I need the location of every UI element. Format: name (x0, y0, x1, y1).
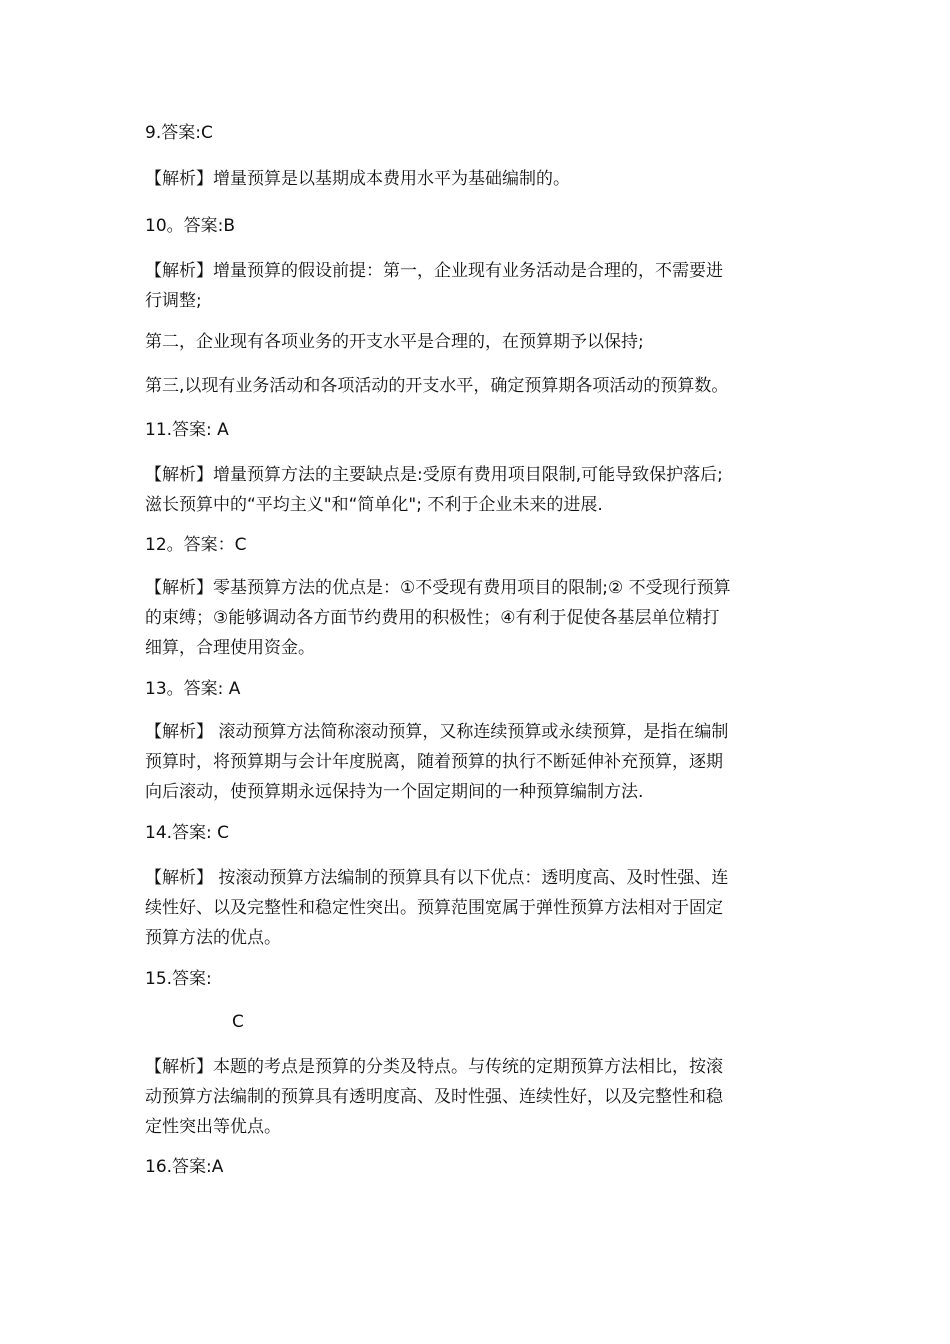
analysis-13-line-2: 预算时，将预算期与会计年度脱离，随着预算的执行不断延伸补充预算，逐期 (145, 752, 723, 772)
analysis-11-line-2: 滋长预算中的“平均主义"和“简单化"; 不利于企业未来的进展. (145, 495, 603, 515)
answer-15-letter: C (232, 1012, 244, 1032)
analysis-13-line-3: 向后滚动，使预算期永远保持为一个固定期间的一种预算编制方法. (145, 782, 644, 802)
analysis-12-line-3: 细算，合理使用资金。 (145, 638, 315, 658)
analysis-10-point-3: 第三,以现有业务活动和各项活动的开支水平，确定预算期各项活动的预算数。 (145, 376, 729, 396)
analysis-15-line-3: 定性突出等优点。 (145, 1117, 281, 1137)
analysis-10-line-2: 行调整; (145, 291, 202, 311)
answer-16: 16.答案:A (145, 1157, 224, 1177)
analysis-14 (145, 863, 815, 953)
analysis-11-line-1: 【解析】增量预算方法的主要缺点是:受原有费用项目限制,可能导致保护落后; (145, 465, 723, 485)
analysis-10-point-2: 第二，企业现有各项业务的开支水平是合理的，在预算期予以保持; (145, 332, 644, 352)
analysis-14-line-1: 【解析】 按滚动预算方法编制的预算具有以下优点：透明度高、及时性强、连 (145, 868, 729, 888)
answer-13: 13。答案: A (145, 679, 241, 699)
answer-14: 14.答案: C (145, 823, 230, 843)
analysis-12-line-1: 【解析】零基预算方法的优点是：①不受现有费用项目的限制;② 不受现行预算 (145, 578, 731, 598)
answer-15: 15.答案: (145, 969, 212, 989)
analysis-15-line-1: 【解析】本题的考点是预算的分类及特点。与传统的定期预算方法相比，按滚 (145, 1057, 723, 1077)
answer-10: 10。答案:B (145, 216, 236, 236)
analysis-10-line-1: 【解析】增量预算的假设前提：第一，企业现有业务活动是合理的，不需要进 (145, 261, 723, 281)
analysis-12-line-2: 的束缚；③能够调动各方面节约费用的积极性；④有利于促使各基层单位精打 (145, 608, 720, 628)
analysis-14-line-3: 预算方法的优点。 (145, 928, 281, 948)
analysis-13-line-1: 【解析】 滚动预算方法简称滚动预算，又称连续预算或永续预算，是指在编制 (145, 722, 729, 742)
analysis-9-line-1: 【解析】增量预算是以基期成本费用水平为基础编制的。 (145, 169, 570, 189)
analysis-13 (145, 717, 815, 807)
analysis-11 (145, 460, 815, 520)
analysis-15 (145, 1052, 815, 1142)
answer-12: 12。答案：C (145, 535, 247, 555)
analysis-14-line-2: 续性好、以及完整性和稳定性突出。预算范围宽属于弹性预算方法相对于固定 (145, 898, 723, 918)
analysis-12 (145, 573, 815, 663)
answer-11: 11.答案: A (145, 420, 229, 440)
analysis-10 (145, 256, 815, 316)
analysis-15-line-2: 动预算方法编制的预算具有透明度高、及时性强、连续性好，以及完整性和稳 (145, 1087, 723, 1107)
analysis-9 (145, 164, 815, 194)
answer-9: 9.答案:C (145, 123, 213, 143)
